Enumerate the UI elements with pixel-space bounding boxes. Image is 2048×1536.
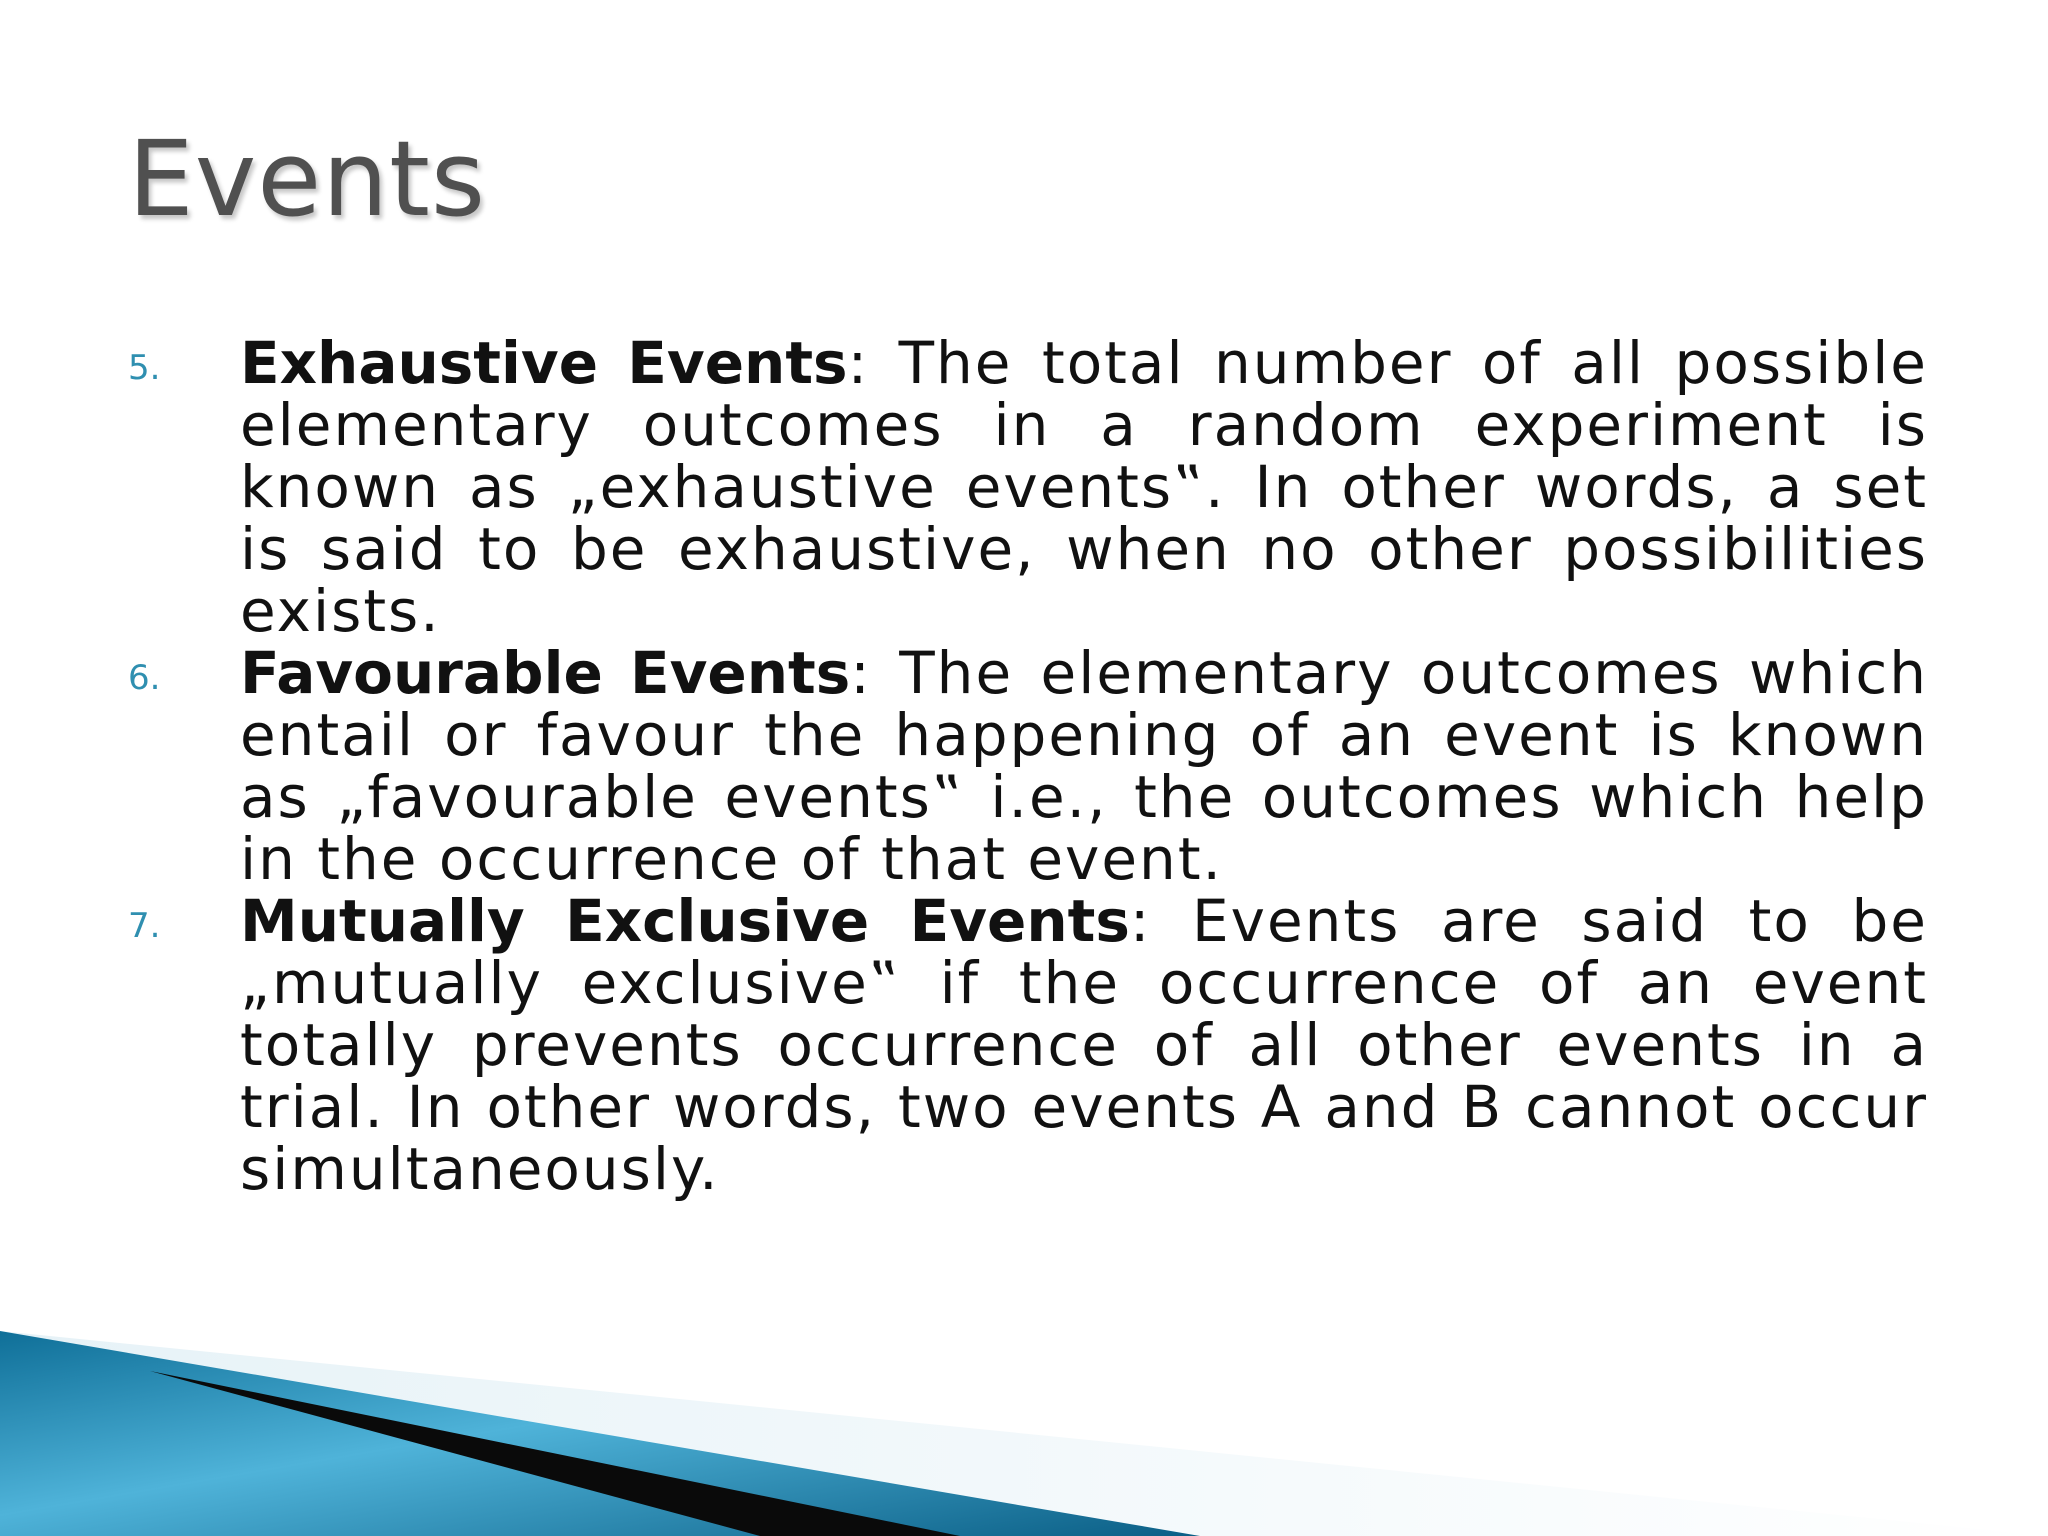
item-term: Exhaustive Events bbox=[240, 329, 848, 397]
item-number: 5. bbox=[128, 348, 161, 388]
item-term: Mutually Exclusive Events bbox=[240, 887, 1130, 955]
list-item bbox=[128, 329, 1928, 645]
item-text: : Events are said to be „mutually exclusive‟ if the occurrence of an event totally prevents occurrence of all other events in a trial. In other words, two events A and B cannot occur simultaneously. bbox=[240, 887, 1928, 1203]
item-paragraph bbox=[240, 639, 1928, 893]
slide-title: Events bbox=[128, 118, 487, 240]
item-number: 6. bbox=[128, 658, 161, 698]
item-paragraph bbox=[240, 887, 1928, 1203]
item-text: : The elementary outcomes which entail or favour the happening of an event is known as „favourable events‟ i.e., the outcomes which help in the occurrence of that event. bbox=[240, 639, 1928, 893]
list-item bbox=[128, 639, 1928, 893]
item-text: : The total number of all possible elementary outcomes in a random experiment is known as „exhaustive events‟. In other words, a set is said to be exhaustive, when no other possibilities exists. bbox=[240, 329, 1928, 645]
item-number: 7. bbox=[128, 906, 161, 946]
item-term: Favourable Events bbox=[240, 639, 851, 707]
list-item bbox=[128, 887, 1928, 1203]
corner-swoosh-decoration bbox=[0, 1276, 2048, 1536]
item-paragraph bbox=[240, 329, 1928, 645]
definition-list bbox=[128, 329, 1928, 1203]
